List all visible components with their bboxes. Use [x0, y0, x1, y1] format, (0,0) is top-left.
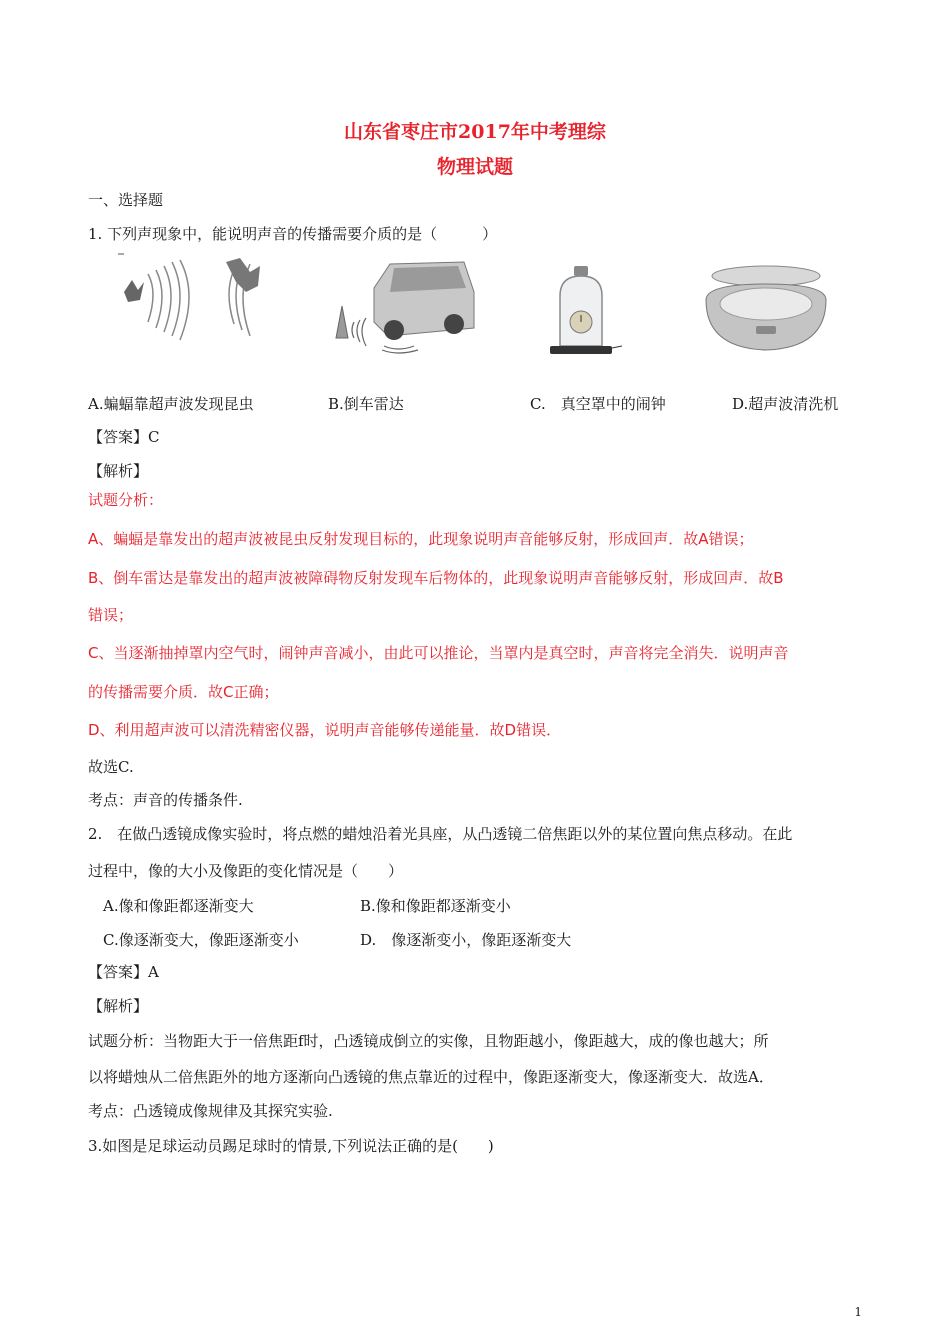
question-1-answer: 【答案】C	[88, 428, 160, 446]
insect-shape	[226, 258, 260, 292]
question-1-analysis-line: D、利用超声波可以清洗精密仪器，说明声音能够传递能量．故D错误．	[88, 721, 562, 739]
question-2-answer: 【答案】A	[88, 963, 159, 981]
traffic-cone	[336, 306, 348, 338]
car-wheel-front	[444, 314, 464, 334]
question-1-analysis-line: C、当逐渐抽掉罩内空气时，闹钟声音减小，由此可以推论，当罩内是真空时，声音将完全消失．说明声音	[88, 644, 789, 662]
car-radar-figure	[328, 258, 478, 358]
question-1-analysis-line: B、倒车雷达是靠发出的超声波被障碍物反射发现车后物体的，此现象说明声音能够反射，形成回声．故B	[88, 569, 784, 587]
question-2-analysis: 试题分析：当物距大于一倍焦距f时，凸透镜成倒立的实像，且物距越小，像距越大，成的像也越大；所	[88, 1032, 769, 1050]
question-2-option-b: B.像和像距都逐渐变小	[360, 897, 511, 915]
question-1-analysis-line: 的传播需要介质．故C正确；	[88, 683, 279, 701]
question-2-analysis: 以将蜡烛从二倍焦距外的地方逐渐向凸透镜的焦点靠近的过程中，像距逐渐变大，像逐渐变大．故选A．	[88, 1068, 774, 1086]
cleaner-tank	[720, 288, 812, 320]
bat-shape	[124, 280, 144, 302]
car-window	[390, 266, 466, 292]
question-1-analysis-line: A、蝙蝠是靠发出的超声波被昆虫反射发现目标的，此现象说明声音能够反射，形成回声．故A错误；	[88, 530, 754, 548]
bat-figure	[118, 252, 278, 352]
question-1-analysis-title: 试题分析：	[88, 491, 164, 509]
question-2-jiexi: 【解析】	[88, 997, 149, 1015]
document-subtitle: 物理试题	[436, 156, 513, 178]
cleaner-button	[756, 326, 776, 334]
bell-jar-figure	[544, 260, 624, 360]
option-c-caption: C. 真空罩中的闹钟	[530, 395, 666, 413]
question-1-jiexi: 【解析】	[88, 462, 149, 480]
question-1-analysis-line: 错误；	[88, 606, 134, 624]
question-2-stem: 过程中，像的大小及像距的变化情况是（ ）	[88, 862, 404, 880]
option-a-caption: A.蝙蝠靠超声波发现昆虫	[88, 395, 254, 413]
question-1-point: 考点：声音的传播条件.	[88, 791, 243, 809]
page-number: 1	[854, 1305, 862, 1319]
question-2-option-a: A.像和像距都逐渐变大	[103, 897, 254, 915]
option-d-caption: D.超声波清洗机	[732, 395, 839, 413]
jar-base	[550, 346, 612, 354]
option-b-caption: B.倒车雷达	[328, 395, 404, 413]
question-2-option-d: D. 像逐渐变小，像距逐渐变大	[360, 931, 572, 949]
question-2-point: 考点：凸透镜成像规律及其探究实验.	[88, 1102, 333, 1120]
question-1-choose: 故选C.	[88, 758, 134, 776]
document-title: 山东省枣庄市2017年中考理综	[344, 121, 606, 143]
jar-knob	[574, 266, 588, 276]
cleaner-lid	[712, 266, 820, 286]
question-2-stem: 2. 在做凸透镜成像实验时，将点燃的蜡烛沿着光具座，从凸透镜二倍焦距以外的某位置向焦点移动。在此	[88, 825, 793, 843]
question-1-stem: 1. 下列声现象中，能说明声音的传播需要介质的是（ ）	[88, 225, 498, 243]
question-3-stem: 3.如图是足球运动员踢足球时的情景,下列说法正确的是( )	[88, 1137, 494, 1155]
car-wheel-rear	[384, 320, 404, 340]
pipe	[612, 346, 622, 348]
question-2-option-c: C.像逐渐变大，像距逐渐变小	[103, 931, 299, 949]
section-heading: 一、选择题	[88, 191, 164, 209]
ultrasonic-cleaner-figure	[700, 264, 832, 356]
